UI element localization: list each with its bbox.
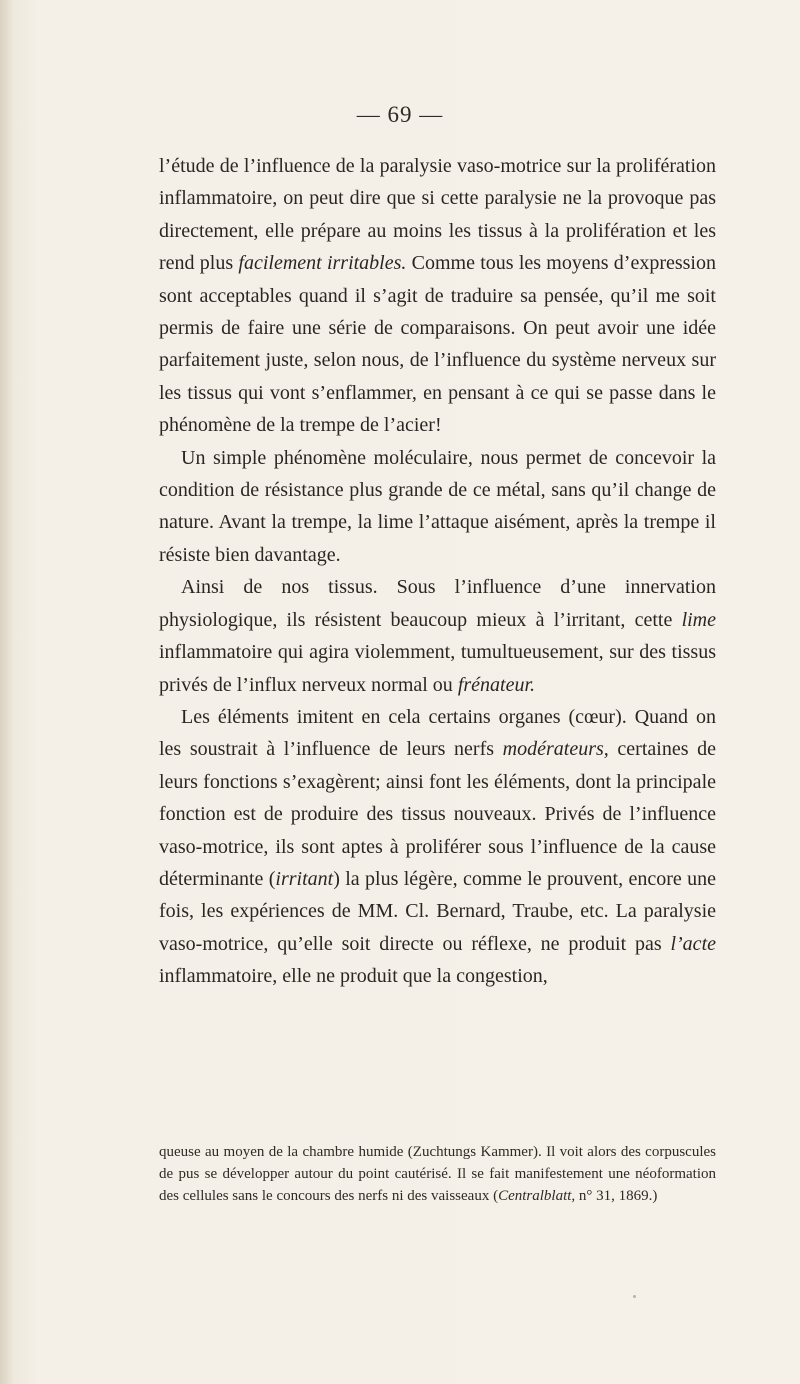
text-run: queuse au moyen de la chambre humide (Zuchtungs Kammer). Il voit alors des corpuscules de pus se développer autour du point cautérisé. Il se fait manifestement une néoformation des cellules sans le concours des nerfs ni des vaisseaux (	[159, 1144, 716, 1204]
italic-run: facilement irritables.	[238, 252, 407, 275]
text-run: inflammatoire qui agira violemment, tumultueusement, sur des tissus privés de l’influx nerveux normal ou	[159, 641, 716, 696]
italic-run: frénateur.	[457, 673, 536, 696]
binding-shadow	[0, 0, 14, 1384]
italic-run: lime	[681, 608, 716, 631]
paragraph-4	[159, 701, 716, 993]
italic-run: l’acte	[670, 932, 716, 955]
italic-run: irritant	[275, 867, 334, 890]
paragraph-3	[159, 571, 716, 701]
text-run: Ainsi de nos tissus. Sous l’influence d’une innervation physiologique, ils résistent beaucoup mieux à l’irritant, cette	[159, 576, 716, 631]
paragraph-1	[159, 150, 716, 442]
footnote-text	[159, 1142, 716, 1207]
paragraph-2: Un simple phénomène moléculaire, nous permet de concevoir la condition de résistance plus grande de ce métal, sans qu’il change de nature. Avant la trempe, la lime l’attaque aisément, après la trempe il résiste bien davantage.	[159, 446, 716, 566]
page-number: — 69 —	[356, 102, 444, 127]
body-text	[159, 150, 716, 993]
text-run: Les éléments imitent en cela certains organes (cœur). Quand on les soustrait à l’influence de leurs nerfs	[159, 705, 716, 761]
text-run: inflammatoire, elle ne produit que la congestion,	[159, 965, 548, 988]
text-run: n° 31, 1869.)	[575, 1187, 658, 1204]
text-run: l’étude de l’influence de la paralysie vaso-motrice sur la prolifération inflammatoire, on peut dire que si cette paralysie ne la provoque pas directement, elle prépare au moins les tissus à la prolifération et les rend plus	[159, 155, 716, 275]
italic-run: modérateurs,	[502, 738, 609, 761]
italic-run: Centralblatt,	[498, 1187, 576, 1204]
text-run: Comme tous les moyens d’expression sont acceptables quand il s’agit de traduire sa pensée, qu’il me soit permis de faire une série de comparaisons. On peut avoir une idée parfaitement juste, selon nous, de l’influence du système nerveux sur les tissus qui vont s’enflammer, en pensant à ce qui se passe dans le phénomène de la trempe de l’acier!	[159, 252, 716, 437]
paper-speck	[633, 1295, 636, 1298]
text-run: ) la plus légère, comme le prouvent, encore une fois, les expériences de MM. Cl. Bernard, Traube, etc. La paralysie vaso-motrice, qu’elle soit directe ou réflexe, ne produit pas	[159, 867, 716, 955]
footnote	[159, 1142, 716, 1207]
text-run: certaines de leurs fonctions s’exagèrent; ainsi font les éléments, dont la principale fonction est de produire des tissus nouveaux. Privés de l’influence vaso-motrice, ils sont aptes à proliférer sous l’influence de la cause déterminante (	[159, 738, 716, 890]
